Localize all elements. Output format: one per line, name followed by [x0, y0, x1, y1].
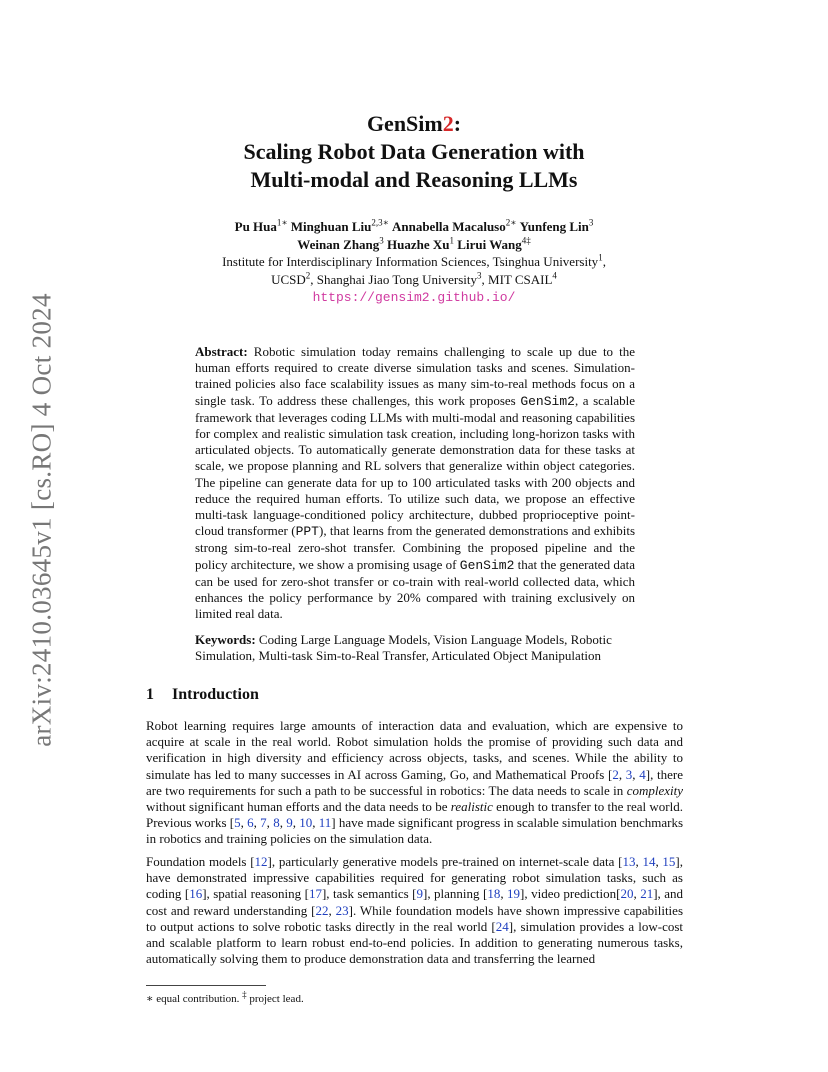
author-name: Weinan Zhang — [297, 236, 380, 252]
abstract-code-name: PPT — [295, 524, 319, 540]
citation-link[interactable]: 15 — [662, 854, 676, 869]
author-name: Huazhe Xu — [387, 236, 450, 252]
abstract-code-name: GenSim2 — [520, 393, 575, 409]
author-name: Minghuan Liu — [290, 219, 372, 234]
body-text: ], and cost and reward understanding [ — [146, 886, 684, 918]
body-text: , — [618, 766, 626, 782]
body-text: , — [500, 886, 508, 902]
affiliation-mark: 2 — [305, 270, 311, 281]
author-affiliation-mark: 3 — [588, 217, 594, 228]
body-text: , — [240, 815, 248, 831]
abstract-text: that the generated data can be used for zero-shot transfer or co-train with real-world collected data, which enhances the policy performance by 20% compared with training exclusively on limited real data. — [195, 556, 635, 622]
intro-paragraph-2 — [146, 854, 683, 967]
footnote-star-mark: ∗ — [146, 993, 154, 1005]
citation-link[interactable]: 16 — [189, 886, 203, 902]
citation-link[interactable]: 6 — [247, 815, 254, 831]
body-text: , — [266, 815, 274, 831]
abstract-text: ), that learns from the generated demonstrations and exhibits strong sim-to-real zero-shot transfer. Combining the proposed pipeline and the policy architecture, we show a promising usage of — [195, 523, 636, 572]
affiliation-mark: 3 — [477, 270, 482, 281]
keywords — [195, 632, 635, 664]
body-text: , — [328, 902, 336, 918]
body-text: Foundation models [ — [146, 854, 255, 869]
emphasis-text: complexity — [626, 782, 683, 798]
author-name: Yunfeng Lin — [519, 219, 589, 234]
citation-link[interactable]: 9 — [286, 815, 293, 831]
body-text: ]. While foundation models have shown impressive capabilities to output actions to solve robotic tasks directly in the real world [ — [146, 902, 683, 934]
body-text: ], simulation provides a low-cost and scalable platform to learn robust end-to-end policies. In addition to generating numerous tasks, automatically solving them to produce demonstration data and transferring the learned — [146, 918, 684, 967]
abstract-text: Robotic simulation today remains challenging to scale up due to the human efforts required to create diverse simulation tasks and scenes. Simulation-trained policies also face scalability issues as many sim-to-real methods focus on a single task. To address these challenges, this work proposes — [195, 344, 635, 408]
body-text: , — [655, 854, 663, 869]
project-url-line — [0, 288, 828, 307]
affiliation-mark: 4 — [552, 270, 557, 281]
citation-link[interactable]: 22 — [315, 902, 329, 918]
abstract-code-name: GenSim2 — [459, 557, 515, 573]
citation-link[interactable]: 7 — [260, 815, 267, 831]
body-text: , — [292, 815, 300, 831]
body-text: ], planning [ — [422, 886, 488, 902]
body-text: ], have demonstrated impressive capabilities required for generating robot simulation tasks, such as coding [ — [146, 854, 684, 902]
author-affiliation-mark: 4‡ — [521, 235, 531, 246]
body-text: , — [632, 766, 640, 782]
footnote-text: project lead. — [246, 993, 304, 1005]
title-name-number: 2 — [442, 111, 454, 136]
title-name: GenSim — [366, 111, 443, 136]
body-text: ], spatial reasoning [ — [202, 886, 309, 902]
author-affiliation-mark: 1 — [449, 235, 455, 246]
citation-link[interactable]: 19 — [507, 886, 521, 902]
body-text: ] have made significant progress in scalable simulation benchmarks in robotics and training policies on the simulation data. — [146, 815, 683, 847]
body-text: Robot learning requires large amounts of interaction data and evaluation, which are expensive to acquire at scale in the real world. Robot simulation holds the promise of providing such data and verification in high diversity and efficiency across objects, tasks, and scenes. While the ability to simulate has led to many successes in AI across Gaming, Go, and Mathematical Proofs [ — [146, 718, 683, 782]
paper-title — [0, 110, 828, 194]
citation-link[interactable]: 12 — [254, 854, 268, 869]
affiliation-text: , MIT CSAIL — [481, 271, 553, 287]
body-text: enough to transfer to the real world. Previous works [ — [146, 799, 683, 831]
citation-link[interactable]: 9 — [416, 886, 423, 902]
arxiv-id-text: arXiv:2410.03645v1 [cs.RO] 4 Oct 2024 — [26, 293, 57, 747]
body-text: , — [312, 815, 319, 831]
citation-link[interactable]: 18 — [487, 886, 501, 902]
footnote-text: equal contribution. — [153, 993, 243, 1005]
author-affiliation-mark: 3 — [379, 235, 384, 246]
citation-link[interactable]: 8 — [273, 815, 280, 831]
body-text: without significant human efforts and the data needs to be — [146, 799, 451, 815]
section-title: Introduction — [172, 686, 259, 703]
author-name: Annabella Macaluso — [391, 219, 506, 234]
citation-link[interactable]: 20 — [620, 886, 634, 902]
abstract-text: , a scalable framework that leverages coding LLMs with multi-modal and reasoning capabilities for complex and realistic simulation task creation, including long-horizon tasks with articulated objects. To automatically generate demonstration data for these tasks at scale, we propose planning and RL solvers that generalize within object categories. The pipeline can generate data for up to 100 articulated tasks with 200 objects and reduce the required human efforts. To utilize such data, we propose an effective multi-task language-conditioned policy architecture, dubbed proprioceptive point-cloud transformer ( — [195, 392, 635, 539]
keywords-label: Keywords: — [195, 632, 256, 647]
affiliation-line-2 — [0, 271, 828, 289]
citation-link[interactable]: 13 — [622, 854, 636, 869]
body-text: ], task semantics [ — [321, 886, 417, 902]
affiliation-text: UCSD — [271, 271, 306, 287]
body-text: , — [253, 815, 261, 831]
author-affiliation-mark: 1∗ — [276, 217, 288, 228]
citation-link[interactable]: 3 — [625, 766, 633, 782]
affiliation-text: , Shanghai Jiao Tong University — [310, 271, 478, 287]
author-affiliation-mark: 2,3∗ — [371, 217, 389, 228]
footnote-dagger-mark: ‡ — [242, 989, 247, 1000]
author-block — [0, 218, 828, 307]
section-number: 1 — [146, 686, 154, 703]
citation-link[interactable]: 23 — [335, 902, 349, 918]
title-colon: : — [453, 111, 462, 136]
body-text: , — [279, 815, 287, 831]
emphasis-text: realistic — [450, 799, 493, 815]
citation-link[interactable]: 14 — [642, 854, 656, 869]
body-text: ], particularly generative models pre-trained on internet-scale data [ — [267, 854, 623, 869]
citation-link[interactable]: 2 — [612, 766, 619, 782]
citation-link[interactable]: 5 — [234, 815, 241, 831]
citation-link[interactable]: 4 — [639, 766, 646, 782]
affiliation-text: Institute for Interdisciplinary Information Sciences, Tsinghua University — [222, 254, 599, 269]
intro-paragraph-1 — [146, 718, 683, 848]
citation-link[interactable]: 17 — [308, 886, 322, 902]
body-text: ], video prediction[ — [520, 886, 621, 902]
author-name: Pu Hua — [234, 219, 277, 234]
author-name: Lirui Wang — [457, 236, 522, 252]
arxiv-identifier — [22, 295, 62, 745]
section-heading — [146, 686, 259, 704]
citation-link[interactable]: 11 — [318, 815, 332, 831]
project-url-link[interactable]: https://gensim2.github.io/ — [312, 290, 516, 305]
abstract-label: Abstract: — [195, 344, 248, 359]
author-affiliation-mark: 2∗ — [505, 217, 517, 228]
keywords-text: Coding Large Language Models, Vision Language Models, Robotic Simulation, Multi-task Sim-to-Real Transfer, Articulated Object Manipulation — [195, 632, 612, 664]
author-line-1 — [0, 218, 828, 236]
title-line-2: Scaling Robot Data Generation with — [243, 139, 585, 164]
abstract — [195, 344, 635, 622]
footnote — [146, 989, 304, 1005]
affiliation-mark: 1 — [598, 252, 603, 263]
author-line-2 — [0, 236, 828, 254]
body-text: , — [633, 886, 641, 902]
citation-link[interactable]: 10 — [299, 815, 313, 831]
citation-link[interactable]: 24 — [495, 918, 509, 934]
body-text: , — [635, 854, 643, 869]
citation-link[interactable]: 21 — [640, 886, 654, 902]
affiliation-line-1: Institute for Interdisciplinary Information Sciences, Tsinghua University$^1$, — [222, 252, 606, 269]
body-text: ], there are two requirements for such a path to be successful in robotics: The data needs to scale in — [146, 766, 684, 798]
footnote-divider — [146, 985, 266, 986]
title-line-1 — [0, 110, 828, 138]
title-line-3: Multi-modal and Reasoning LLMs — [250, 167, 578, 192]
